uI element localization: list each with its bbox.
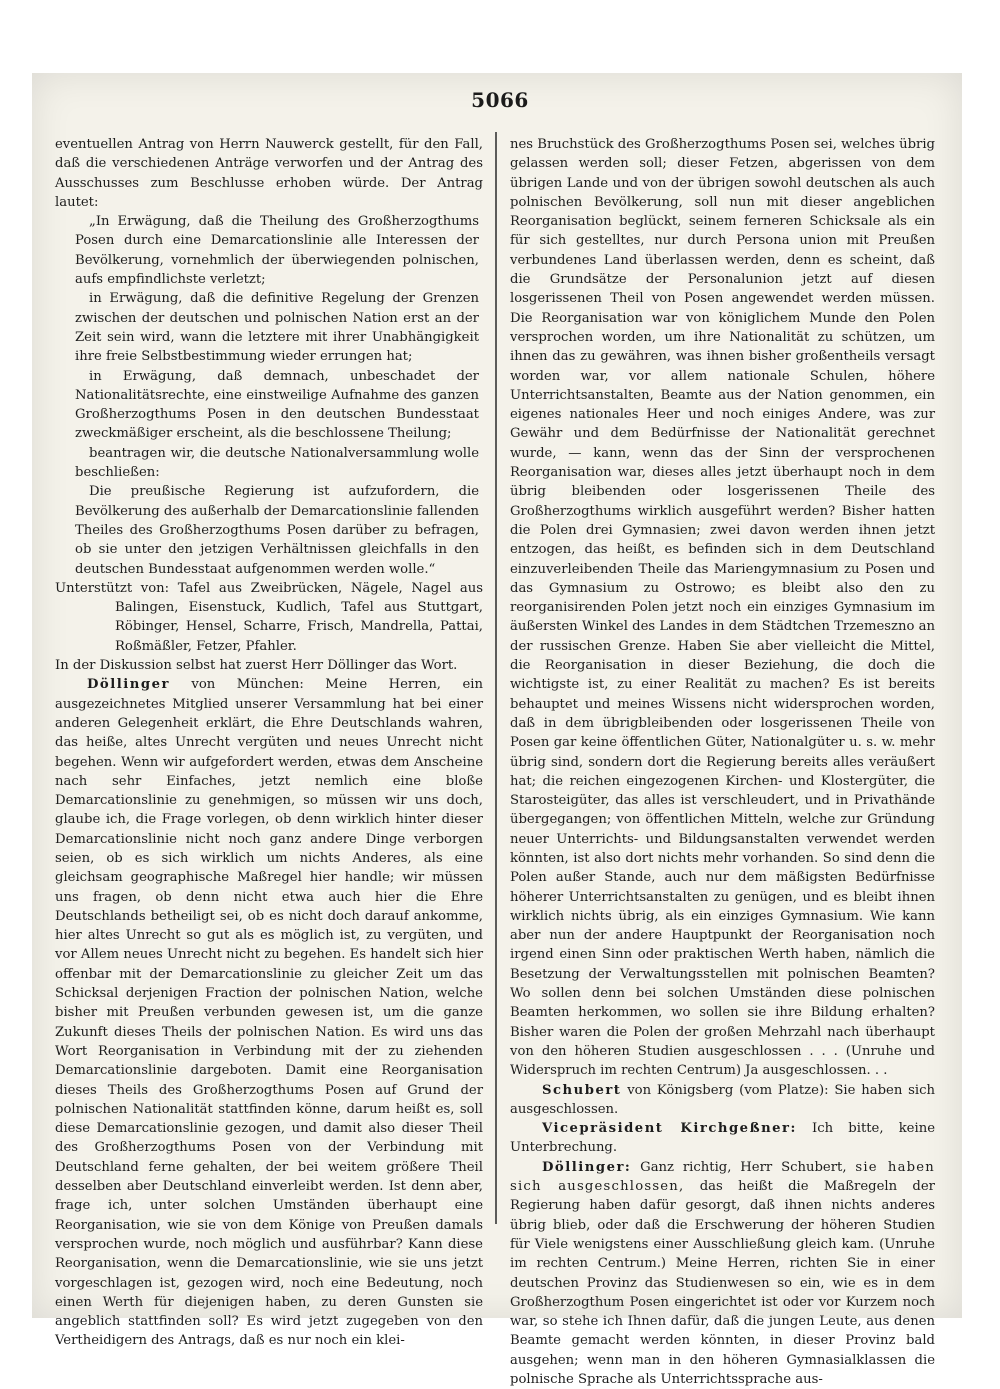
page-number: 5066 — [471, 88, 529, 112]
motion-clause-5: Die preußische Regierung ist aufzufordern, die Bevölkerung des außerhalb der Demarcationslinie fallenden Theiles des Großherzogthums Posen darüber zu befragen, ob sie unter den jetzigen Verhältnissen gleichfalls in den deutschen Bundesstaat aufgenommen werden wolle.“ — [75, 484, 479, 577]
discussion-note: In der Diskussion selbst hat zuerst Herr Döllinger das Wort. — [55, 658, 458, 674]
speech-doellinger-reply — [510, 1158, 935, 1389]
motion-clause-2: in Erwägung, daß die definitive Regelung der Grenzen zwischen der deutschen und polnischen Nation erst an der Zeit sein wird, wann die letztere mit ihrer Unabhängigkeit ihre freie Selbstbestimmung wieder errungen hat; — [75, 291, 479, 365]
speech-doellinger — [55, 675, 483, 1350]
vicepresident-remark — [510, 1119, 935, 1158]
motion-clause-4: beantragen wir, die deutsche Nationalversammlung wolle beschließen: — [75, 445, 479, 481]
left-column — [55, 135, 483, 1351]
motion-quote — [55, 212, 483, 579]
speaker-name: Vicepräsident Kirchgeßner: — [542, 1121, 797, 1137]
right-column — [510, 135, 935, 1389]
speech-continuation: nes Bruchstück des Großherzogthums Posen sei, welches übrig gelassen werden soll; dieser Fetzen, abgerissen von dem übrigen Lande und von der übrigen sowohl deutschen als auch polnischen Bevölkerung, soll nun mit dieser angeblichen Reorganisation beglückt, seinem ferneren Schicksale als ein für sich gestelltes, nur durch Persona union mit Preußen verbundenes Land überlassen werden, denn es scheint, daß die Grundsätze der Personalunion jetzt auf diesen losgerissenen Theil von Posen angewendet werden müssen. Die Reorganisation war von königlichem Munde den Polen versprochen worden, um ihre Nationalität zu schützen, um ihnen das zu gewähren, was ihnen bisher großentheils versagt worden war, vor allem nationale Schulen, höhere Unterrichtsanstalten, Beamte aus der Nation genommen, ein eigenes nationales Heer und noch einiges Andere, was zur Gewähr und dem Bedürfnisse der Nationalität gerechnet wurde, — kann, wenn das der Sinn der versprochenen Reorganisation war, dieses alles jetzt überhaupt noch in dem übrig bleibenden oder losgerissenen Theile des Großherzogthums wirklich ausgeführt werden? Bisher hatten die Polen drei Gymnasien; zwei davon werden ihnen jetzt entzogen, das heißt, es befinden sich in dem Deutschland einzuverleibenden Theile das Mariengymnasium zu Posen und das Gymnasium zu Ostrowo; es bleibt also den zu reorganisirenden Polen jetzt noch ein einziges Gymnasium im äußersten Winkel des Landes in dem Städtchen Trzemeszno an der russischen Grenze. Haben Sie aber vielleicht die Mittel, die Reorganisation in dieser Beziehung, die doch die wichtigste ist, zu einer Realität zu machen? Es ist bereits behauptet und meines Wissens nicht widersprochen worden, daß in dem übrigbleibenden oder losgerissenen Theile von Posen gar keine öffentlichen Güter, Nationalgüter u. s. w. mehr übrig sind, sondern dort die Regierung bereits alles veräußert hat; die reichen eingezogenen Kirchen- und Klostergüter, die Starosteigüter, das alles ist verschleudert, und in Privathände übergegangen; von öffentlichen Mitteln, welche zur Gründung neuer Unterrichts- und Bildungsanstalten verwendet werden könnten, ist also dort nichts mehr vorhanden. So sind denn die Polen außer Stande, auch nur dem mäßigsten Bedürfnisse höherer Unterrichtsanstalten zu genügen, und es bleibt ihnen wirklich nichts übrig, als ein einziges Gymnasium. Wie kann aber nun der andere Hauptpunkt der Reorganisation noch irgend einen Sinn oder praktischen Werth haben, nämlich die Besetzung der Verwaltungsstellen mit polnischen Beamten? Wo sollen denn bei solchen Umständen diese polnischen Beamten herkommen, wo sollen sie ihre Bildung erhalten? Bisher waren die Polen der großen Mehrzahl nach überhaupt von den höheren Studien ausgeschlossen . . . (Unruhe und Widerspruch im rechten Centrum) Ja ausgeschlossen. . . — [510, 137, 935, 1079]
motion-clause-1: „In Erwägung, daß die Theilung des Großherzogthums Posen durch eine Demarcationslinie alle Interessen der Bevölkerung, vornehmlich der überwiegenden polnischen, aufs empfindlichste verletzt; — [75, 214, 479, 288]
reply-text-continued: das heißt die Maßregeln der Regierung haben dafür gesorgt, daß ihnen nichts anderes übrig blieb, oder daß die Erschwerung der höheren Studien für Viele wenigstens einer Ausschließung gleich kam. (Unruhe im rechten Centrum.) Meine Herren, richten Sie in einer deutschen Provinz das Studienwesen so ein, wie es in dem Großherzogthum Posen eingerichtet ist oder vor Kurzem noch war, so stehe ich Ihnen dafür, daß die jungen Leute, aus denen Beamte gemacht werden könnten, in dieser Provinz bald ausgehen; wenn man in den höheren Gymnasialklassen die polnische Sprache als Unterrichtssprache aus- — [510, 1179, 935, 1387]
speaker-name: Döllinger — [87, 677, 170, 693]
column-divider — [495, 132, 497, 1224]
speaker-name: Schubert — [542, 1082, 622, 1098]
remark-text: Ich bitte, keine Unterbrechung. — [510, 1121, 935, 1156]
intro-paragraph: eventuellen Antrag von Herrn Nauwerck gestellt, für den Fall, daß die verschiedenen Anträge verworfen und der Antrag des Ausschusses zum Beschlusse erhoben würde. Der Antrag lautet: — [55, 137, 483, 210]
reply-text: Ganz richtig, Herr Schubert, — [640, 1159, 847, 1175]
speech-text: von München: Meine Herren, ein ausgezeichnetes Mitglied unserer Versammlung hat bei einer anderen Gelegenheit erklärt, die Ehre Deutschlands wahren, das heiße, altes Unrecht vergüten und neues Unrecht nicht begehen. Wenn wir aufgefordert werden, etwas dem Anscheine nach sehr Einfaches, jetzt nemlich eine bloße Demarcationslinie zu genehmigen, so müssen wir uns doch, glaube ich, die Frage vorlegen, ob denn wirklich hinter dieser Demarcationslinie nicht noch ganz andere Dinge verborgen seien, ob es sich wirklich um nichts Anderes, als eine gleichsam geographische Maßregel hier handle; wir müssen uns fragen, ob denn nicht etwa auch hier die Ehre Deutschlands betheiligt sei, ob es nicht doch darauf ankomme, hier altes Unrecht so gut als es möglich ist, zu vergüten, und vor Allem neues Unrecht nicht zu begehen. Es handelt sich hier offenbar mit der Demarcationslinie zu gleicher Zeit um das Schicksal derjenigen Fraction der polnischen Nation, welche bisher mit Preußen verbunden gewesen ist, um die ganze Zukunft dieses Theils der polnischen Nation. Es wird uns das Wort Reorganisation in Verbindung mit der zu ziehenden Demarcationslinie dargeboten. Damit eine Reorganisation dieses Theils des Großherzogthums Posen auf Grund der polnischen Nationalität stattfinden könne, darum heißt es, soll diese Demarcationslinie gezogen, und damit also dieser Theil des Großherzogthums Posen von der Verbindung mit Deutschland ferne gehalten, der bei weitem größere Theil desselben aber Deutschland einverleibt werden. Ist denn aber, frage ich, unter solchen Umständen überhaupt eine Reorganisation, wie sie von dem Könige von Preußen damals versprochen wurde, noch möglich und ausführbar? Kann diese Reorganisation, wenn die Demarcationslinie, wie sie uns jetzt vorgeschlagen ist, gezogen wird, noch eine Bedeutung, noch einen Werth für diejenigen haben, zu deren Gunsten sie angeblich stattfinden soll? Es wird jetzt zugegeben von den Vertheidigern des Antrags, daß es nur noch ein klei- — [55, 677, 483, 1349]
speaker-name: Döllinger: — [542, 1159, 632, 1175]
supporters-list: Unterstützt von: Tafel aus Zweibrücken, Nägele, Nagel aus Balingen, Eisenstuck, Kudlich, Tafel aus Stuttgart, Röbinger, Hensel, Scharre, Frisch, Mandrella, Pattai, Roßmäßler, Fetzer, Pfahler. — [55, 580, 483, 654]
emphasized-text: sie haben sich ausgeschlossen, — [510, 1159, 935, 1195]
interjection-schubert — [510, 1081, 935, 1120]
interjection-text: von Königsberg (vom Platze): Sie haben sich ausgeschlossen. — [510, 1082, 935, 1117]
motion-clause-3: in Erwägung, daß demnach, unbeschadet der Nationalitätsrechte, eine einstweilige Aufnahme des ganzen Großherzogthums Posen in den deutschen Bundesstaat zweckmäßiger erscheint, als die beschlossene Theilung; — [75, 368, 479, 442]
